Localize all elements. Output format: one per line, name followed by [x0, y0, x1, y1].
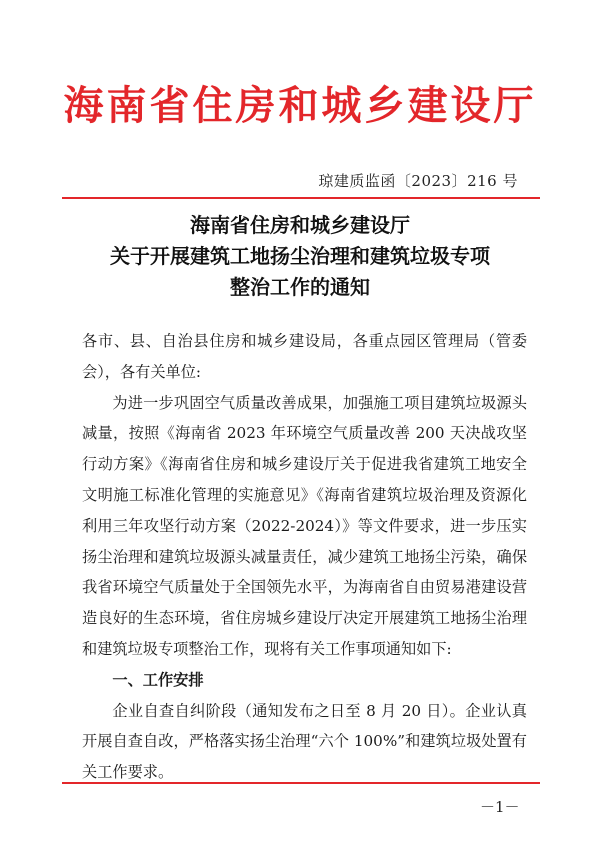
- document-title: [0, 210, 600, 303]
- footer-divider: [62, 782, 540, 784]
- body-paragraph-2: 企业自查自纠阶段（通知发布之日至 8 月 20 日）。企业认真开展自查自改，严格落实扬尘治理“六个 100%”和建筑垃圾处置有关工作要求。: [82, 701, 527, 782]
- section-heading-1: 一、工作安排: [112, 670, 204, 689]
- salutation: 各市、县、自治县住房和城乡建设局，各重点园区管理局（管委会），各有关单位:: [82, 332, 527, 381]
- issuing-organization-header: 海南省住房和城乡建设厅: [63, 83, 537, 129]
- body-paragraph-1: 为进一步巩固空气质量改善成果，加强施工项目建筑垃圾源头减量，按照《海南省 2023 年环境空气质量改善 200 天决战攻坚行动方案》《海南省住房和城乡建设厅关于促进我省建筑工地安全文明施工标准化管理的实施意见》《海南省建筑垃圾治理及资源化利用三年攻坚行动方案（2022-2024）》等文件要求，进一步压实扬尘治理和建筑垃圾源头减量责任，减少建筑工地扬尘污染，确保我省环境空气质量处于全国领先水平，为海南省自由贸易港建设营造良好的生态环境，省住房城乡建设厅决定开展建筑工地扬尘治理和建筑垃圾专项整治工作，现将有关工作事项通知如下:: [82, 393, 527, 658]
- page-number: －1－: [480, 798, 520, 816]
- header-divider: [62, 197, 540, 199]
- title-line-2: 关于开展建筑工地扬尘治理和建筑垃圾专项: [110, 244, 490, 268]
- title-line-1: 海南省住房和城乡建设厅: [190, 213, 410, 237]
- document-number: 琼建质监函〔2023〕216 号: [318, 172, 518, 190]
- document-body: [82, 326, 527, 788]
- title-line-3: 整治工作的通知: [230, 275, 370, 299]
